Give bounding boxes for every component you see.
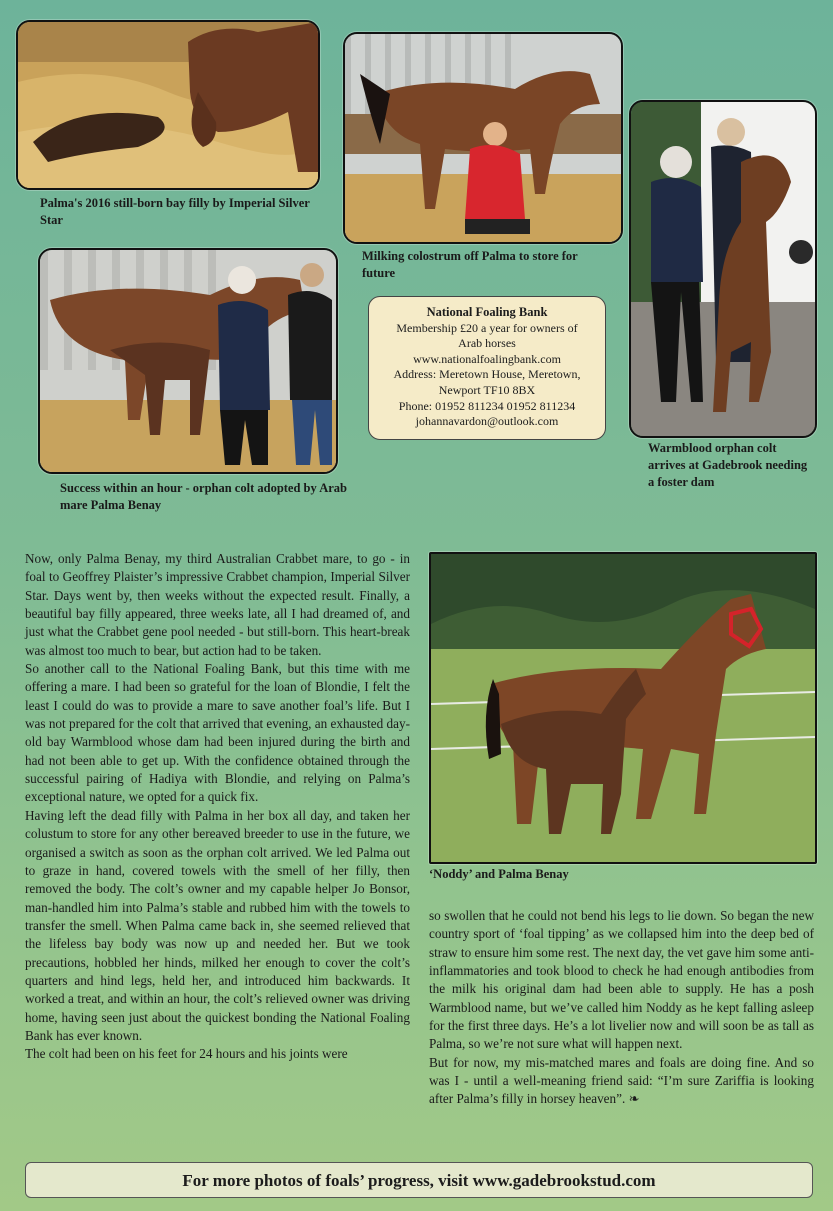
article-column-2 — [429, 907, 814, 1109]
national-foaling-bank-infobox — [368, 296, 606, 440]
footer-banner — [25, 1162, 813, 1198]
infobox-website: www.nationalfoalingbank.com — [413, 351, 561, 366]
caption-photo3: Warmblood orphan colt arrives at Gadebrook needing a foster dam — [648, 441, 808, 489]
infobox-address: Address: Meretown House, Meretown, — [393, 367, 581, 382]
photo-orphan-colt-arrives — [629, 100, 817, 438]
caption-photo5: ‘Noddy’ and Palma Benay — [429, 867, 569, 881]
infobox-address-line2: Newport TF10 8BX — [438, 382, 536, 397]
photo-milking-colostrum — [343, 32, 623, 244]
caption-photo4: Success within an hour - orphan colt adopted by Arab mare Palma Benay — [60, 481, 347, 512]
photo-noddy-and-palma — [429, 552, 817, 864]
article-paragraph: Having left the dead filly with Palma in her box all day, and taken her colustum to store for any other bereaved breeder to use in the future, we organised a switch as soon as the orphan colt arrived. We led Palma out to graze in hand, covered towels with the smell of her filly, then removed the body. The colt’s owner and my capable helper Jo Bonsor, man-handled him into Palma’s stable and rubbed him with the towels to transfer the smell. When Palma came back in, she seemed relieved that the lifeless bay body was now up and needed her. But we took precautions, hobbled her hinds, milked her enough to cover the colt’s quarters and hind legs, held her, and introduced him backwards. It worked a treat, and within an hour, the colt’s relieved owner was driving home, having seen just about the quickest bonding the National Foaling Bank has ever known. — [25, 807, 410, 1043]
infobox-email: johannavardon@outlook.com — [415, 414, 559, 429]
article-paragraph: So another call to the National Foaling Bank, but this time with me offering a mare. I had been so grateful for the loan of Blondie, I felt the least I could do was to provide a mare to save another foal’s life. But I was not prepared for the colt that arrived that evening, an exhausted day-old bay Warmblood whose dam had been injured during the birth and had not been able to get up. With the confidence obtained through the successful pairing of Hadiya with Blondie, and relying on Palma’s exceptional nature, we opted for a quick fix. — [25, 661, 410, 805]
infobox-title: National Foaling Bank — [426, 305, 548, 319]
article-paragraph: But for now, my mis-matched mares and foals are doing fine. And so was I - until a well-meaning friend said: “I’m sure Zariffia is looking after Palma’s filly in horsey heaven”. ❧ — [429, 1054, 814, 1107]
infobox-line: Arab horses — [458, 336, 516, 351]
article-column-1 — [25, 550, 410, 1064]
footer-text: For more photos of foals’ progress, visit www.gadebrookstud.com — [182, 1171, 656, 1190]
caption-photo1: Palma's 2016 still-born bay filly by Imperial Silver Star — [40, 196, 310, 227]
article-paragraph: Now, only Palma Benay, my third Australian Crabbet mare, to go - in foal to Geoffrey Plaister’s impressive Crabbet champion, Imperial Silver Star. Days went by, then weeks without the expected result. Finally, a beautiful bay filly appeared, three weeks late, all I had dreamed of, and just what the Crabbet gene pool needed - but still-born. This heart-break was almost too much to bear, but action had to be taken. — [25, 551, 410, 658]
infobox-line: Membership £20 a year for owners of — [396, 320, 578, 335]
article-paragraph: The colt had been on his feet for 24 hours and his joints were — [25, 1046, 348, 1062]
photo-stillborn-filly — [16, 20, 320, 190]
photo-colt-adopted — [38, 248, 338, 474]
caption-photo2: Milking colostrum off Palma to store for future — [362, 249, 578, 280]
article-paragraph: so swollen that he could not bend his legs to lie down. So began the new country sport of ‘foal tipping’ as we collapsed him into the deep bed of straw to ensure him some rest. The next day, the vet gave him some anti-inflammatories and took blood to check he had enough antibodies from the milk his original dam had been able to supply. He has a posh Warmblood name, but we’ve called him Noddy as he kept falling asleep for the first three days. He’s a lot livelier now and will soon be as tall as Palma, so we’re not sure what will happen next. — [429, 908, 814, 1052]
infobox-phone: Phone: 01952 811234 01952 811234 — [398, 398, 576, 413]
